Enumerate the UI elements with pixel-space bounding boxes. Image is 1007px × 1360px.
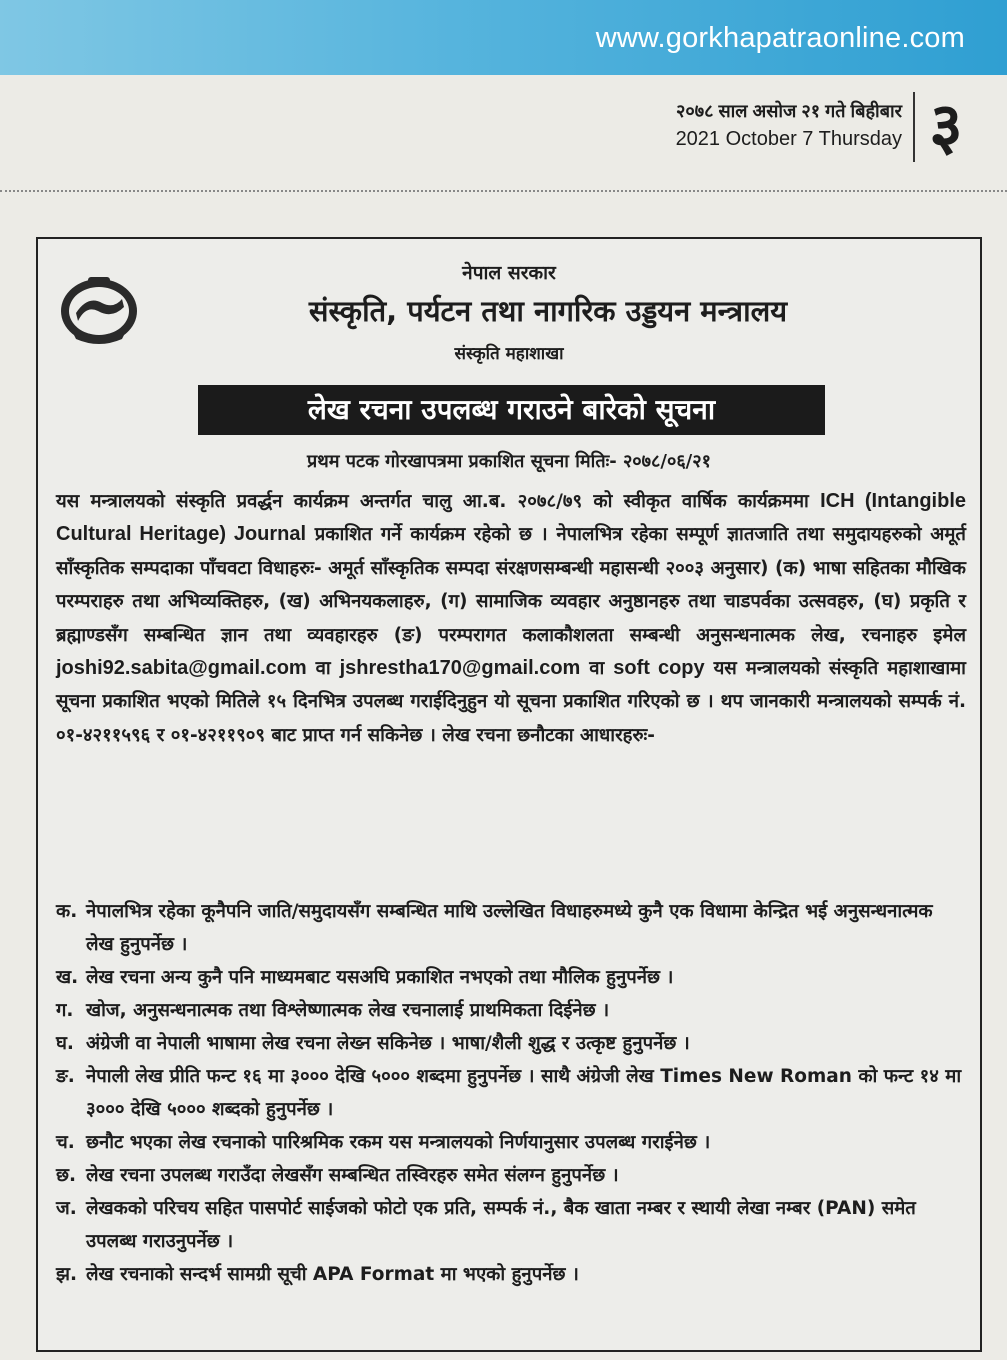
list-item [56,1192,966,1258]
list-item [56,1258,966,1291]
body-text-2: प्रकाशित गर्ने कार्यक्रम रहेको छ । नेपालभित्र रहेका सम्पूर्ण ज्ञातजाति तथा समुदायहरुको अमूर्त साँस्कृतिक सम्पदाका पाँचवटा विधाहरुः- अमूर्त साँस्कृतिक सम्पदा संरक्षणसम्बन्धी महासन्धी २००३ अनुसार) (क) भाषा सहितका मौखिक परम्पराहरु तथा अभिव्यक्तिहरु, (ख) अभिनयकलाहरु, (ग) सामाजिक व्यवहार अनुष्ठानहरु तथा चाडपर्वका उत्सवहरु, (घ) प्रकृति र ब्रह्माण्डसँग सम्बन्धित ज्ञान तथा व्यवहारहरु (ङ) परम्परागत कलाकौशलता सम्बन्धी अनुसन्धनात्मक लेख, रचनाहरु इमेल [56,524,966,646]
body-text-or-2: वा [589,658,605,680]
body-text-or-1: वा [315,658,331,680]
page-number: ३ [913,92,977,162]
list-item [56,1126,966,1159]
list-item [56,961,966,994]
publication-date-line: प्रथम पटक गोरखापत्रमा प्रकाशित सूचना मितिः- २०७८/०६/२१ [307,451,711,472]
date-nepali: २०७८ साल असोज २१ गते बिहीबार [676,101,902,121]
email-link-1[interactable]: joshi92.sabita@gmail.com [56,657,307,680]
list-marker: च. [56,1132,75,1153]
list-item [56,994,966,1027]
email-link-2[interactable]: jshrestha170@gmail.com [339,657,581,680]
list-item [56,1159,966,1192]
list-marker: क. [56,901,78,922]
issue-date [676,98,902,154]
list-item-text: खोज, अनुसन्धनात्मक तथा विश्लेष्णात्मक लेख रचनालाई प्राथमिकता दिईनेछ । [86,1000,610,1021]
list-marker: ख. [56,967,79,988]
list-marker: छ. [56,1165,76,1186]
list-marker: घ. [56,1033,74,1054]
list-item [56,895,966,961]
body-text-1: यस मन्त्रालयको संस्कृति प्रवर्द्धन कार्यक्रम अन्तर्गत चालु आ.ब. २०७८/७९ को स्वीकृत वार्षिक कार्यक्रममा [56,491,809,512]
list-item-text: छनौट भएका लेख रचनाको पारिश्रमिक रकम यस मन्त्रालयको निर्णयानुसार उपलब्ध गराईनेछ । [86,1132,711,1153]
list-item-text: नेपालभित्र रहेका कूनैपनि जाति/समुदायसँग सम्बन्धित माथि उल्लेखित विधाहरुमध्ये कुनै एक विधामा केन्द्रित भई अनुसन्धनात्मक लेख हुनुपर्नेछ । [86,901,933,955]
list-item [56,1027,966,1060]
government-name: नेपाल सरकार [462,262,556,284]
ministry-name: संस्कृति, पर्यटन तथा नागरिक उड्डयन मन्त्रालय [308,294,788,328]
notice-body [56,485,966,752]
list-item-text: लेख रचना अन्य कुनै पनि माध्यमबाट यसअघि प्रकाशित नभएको तथा मौलिक हुनुपर्नेछ । [86,967,674,988]
selection-criteria-list [56,895,966,1291]
masthead-band [0,0,1007,75]
site-url[interactable]: www.gorkhapatraonline.com [595,22,965,54]
list-item-text: नेपाली लेख प्रीति फन्ट १६ मा ३००० देखि ५००० शब्दमा हुनुपर्नेछ । साथै अंग्रेजी लेख Times New Roman को फन्ट १४ मा ३००० देखि ५००० शब्दको हुनुपर्नेछ । [86,1066,962,1120]
header-divider [0,190,1007,192]
government-notice [36,237,982,1352]
list-item [56,1060,966,1126]
journal-name: ICH (Intangible Cultural Heritage) Journal [56,490,966,546]
date-english: 2021 October 7 Thursday [675,128,902,150]
list-marker: झ. [56,1264,78,1285]
soft-copy-text: soft copy [613,657,705,680]
list-item-text: लेखकको परिचय सहित पासपोर्ट साईजको फोटो एक प्रति, सम्पर्क नं., बैक खाता नम्बर र स्थायी लेखा नम्बर (PAN) समेत उपलब्ध गराउनुपर्नेछ । [86,1198,916,1252]
list-item-text: लेख रचना उपलब्ध गराउँदा लेखसँग सम्बन्धित तस्विरहरु समेत संलग्न हुनुपर्नेछ । [86,1165,619,1186]
division-name: संस्कृति महाशाखा [454,344,564,364]
notice-title: लेख रचना उपलब्ध गराउने बारेको सूचना [198,385,825,435]
list-item-text: अंग्रेजी वा नेपाली भाषामा लेख रचना लेख्न सकिनेछ । भाषा/शैली शुद्ध र उत्कृष्ट हुनुपर्नेछ । [86,1033,690,1054]
list-marker: ङ. [56,1066,75,1087]
list-marker: ज. [56,1198,77,1219]
list-marker: ग. [56,1000,74,1021]
list-item-text: लेख रचनाको सन्दर्भ सामग्री सूची APA Format मा भएको हुनुपर्नेछ । [86,1264,579,1285]
body-text-3: यस मन्त्रालयको संस्कृति महाशाखामा सूचना प्रकाशित भएको मितिले १५ दिनभित्र उपलब्ध गराईदिनुहुन यो सूचना प्रकाशित गरिएको छ । थप जानकारी मन्त्रालयको सम्पर्क नं. ०१-४२११५९६ र ०१-४२११९०९ बाट प्राप्त गर्न सकिनेछ । लेख रचना छनौटका आधारहरुः- [56,658,966,746]
